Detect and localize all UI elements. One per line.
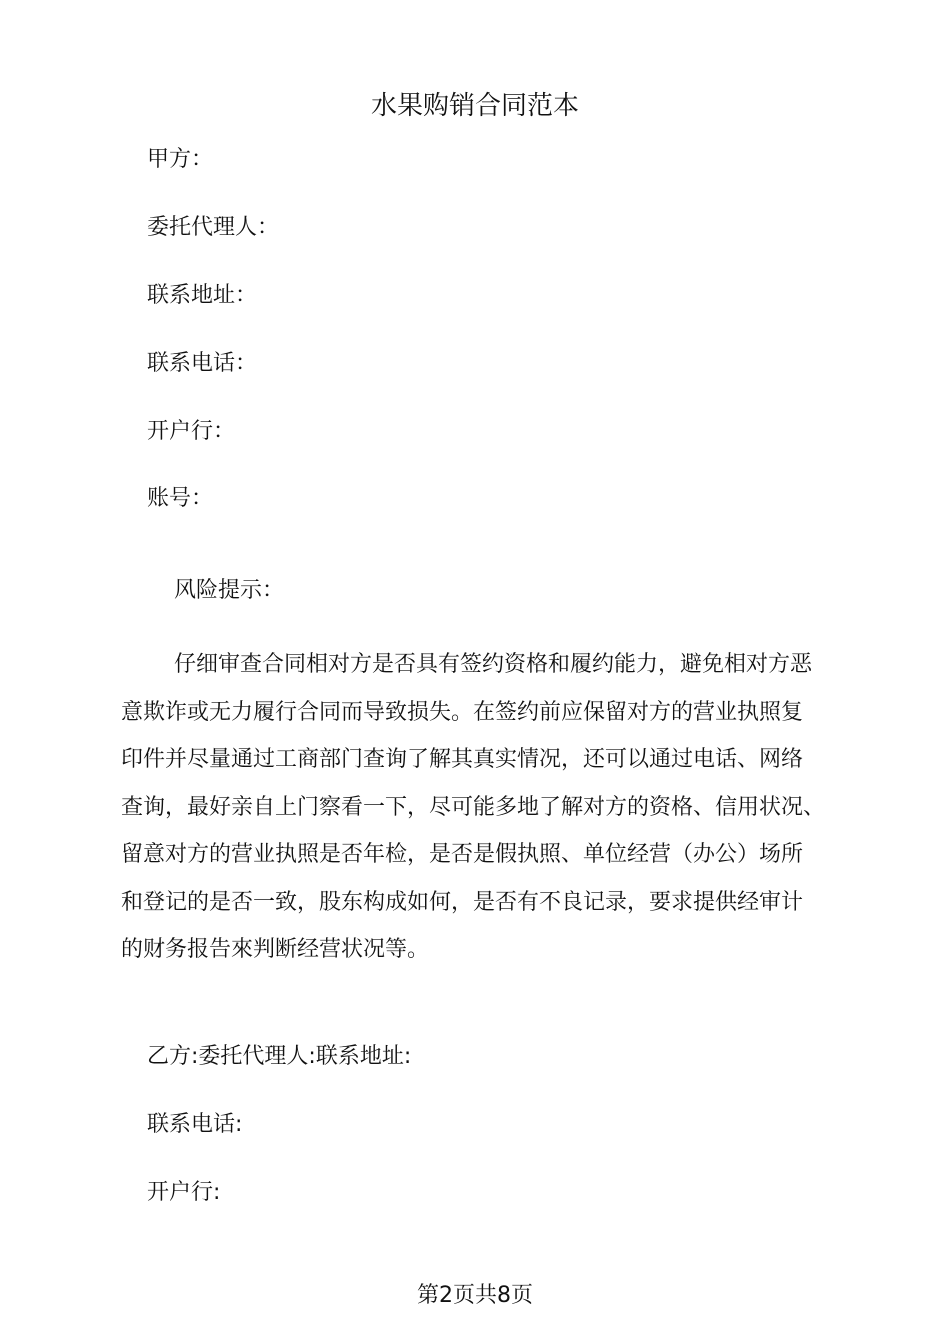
risk-line: 的财务报告來判断经营状况等。 bbox=[121, 937, 430, 962]
party-a-account-label: 账号： bbox=[147, 486, 214, 511]
risk-line: 意欺诈或无力履行合同而导致损失。在签约前应保留对方的营业执照复 bbox=[121, 699, 804, 725]
risk-line: 和登记的是否一致，股东构成如何，是否有不良记录，要求提供经审计 bbox=[121, 889, 804, 915]
party-a-address-label: 联系地址： bbox=[147, 283, 258, 308]
risk-line: 查询，最好亲自上门察看一下，尽可能多地了解对方的资格、信用状况、 bbox=[121, 794, 826, 820]
page-footer: 第2页共8页 bbox=[417, 1283, 533, 1308]
risk-heading: 风险提示： bbox=[174, 578, 285, 603]
risk-line: 印件并尽量通过工商部门查询了解其真实情况，还可以通过电话、网络 bbox=[121, 747, 804, 772]
party-a-label: 甲方： bbox=[147, 147, 214, 172]
risk-line: 仔细审查合同相对方是否具有签约资格和履约能力，避免相对方恶 bbox=[174, 652, 813, 677]
risk-paragraph bbox=[121, 641, 871, 974]
risk-line: 留意对方的营业执照是否年检，是否是假执照、单位经营（办公）场所 bbox=[121, 842, 804, 867]
party-b-bank-label: 开户行: bbox=[147, 1180, 221, 1205]
document-title: 水果购销合同范本 bbox=[370, 91, 579, 121]
party-b-combined-label: 乙方:委托代理人:联系地址: bbox=[147, 1044, 412, 1069]
party-b-phone-label: 联系电话: bbox=[147, 1112, 243, 1137]
party-a-bank-label: 开户行： bbox=[147, 419, 236, 444]
party-a-phone-label: 联系电话： bbox=[147, 351, 258, 376]
party-a-agent-label: 委托代理人： bbox=[147, 215, 280, 240]
